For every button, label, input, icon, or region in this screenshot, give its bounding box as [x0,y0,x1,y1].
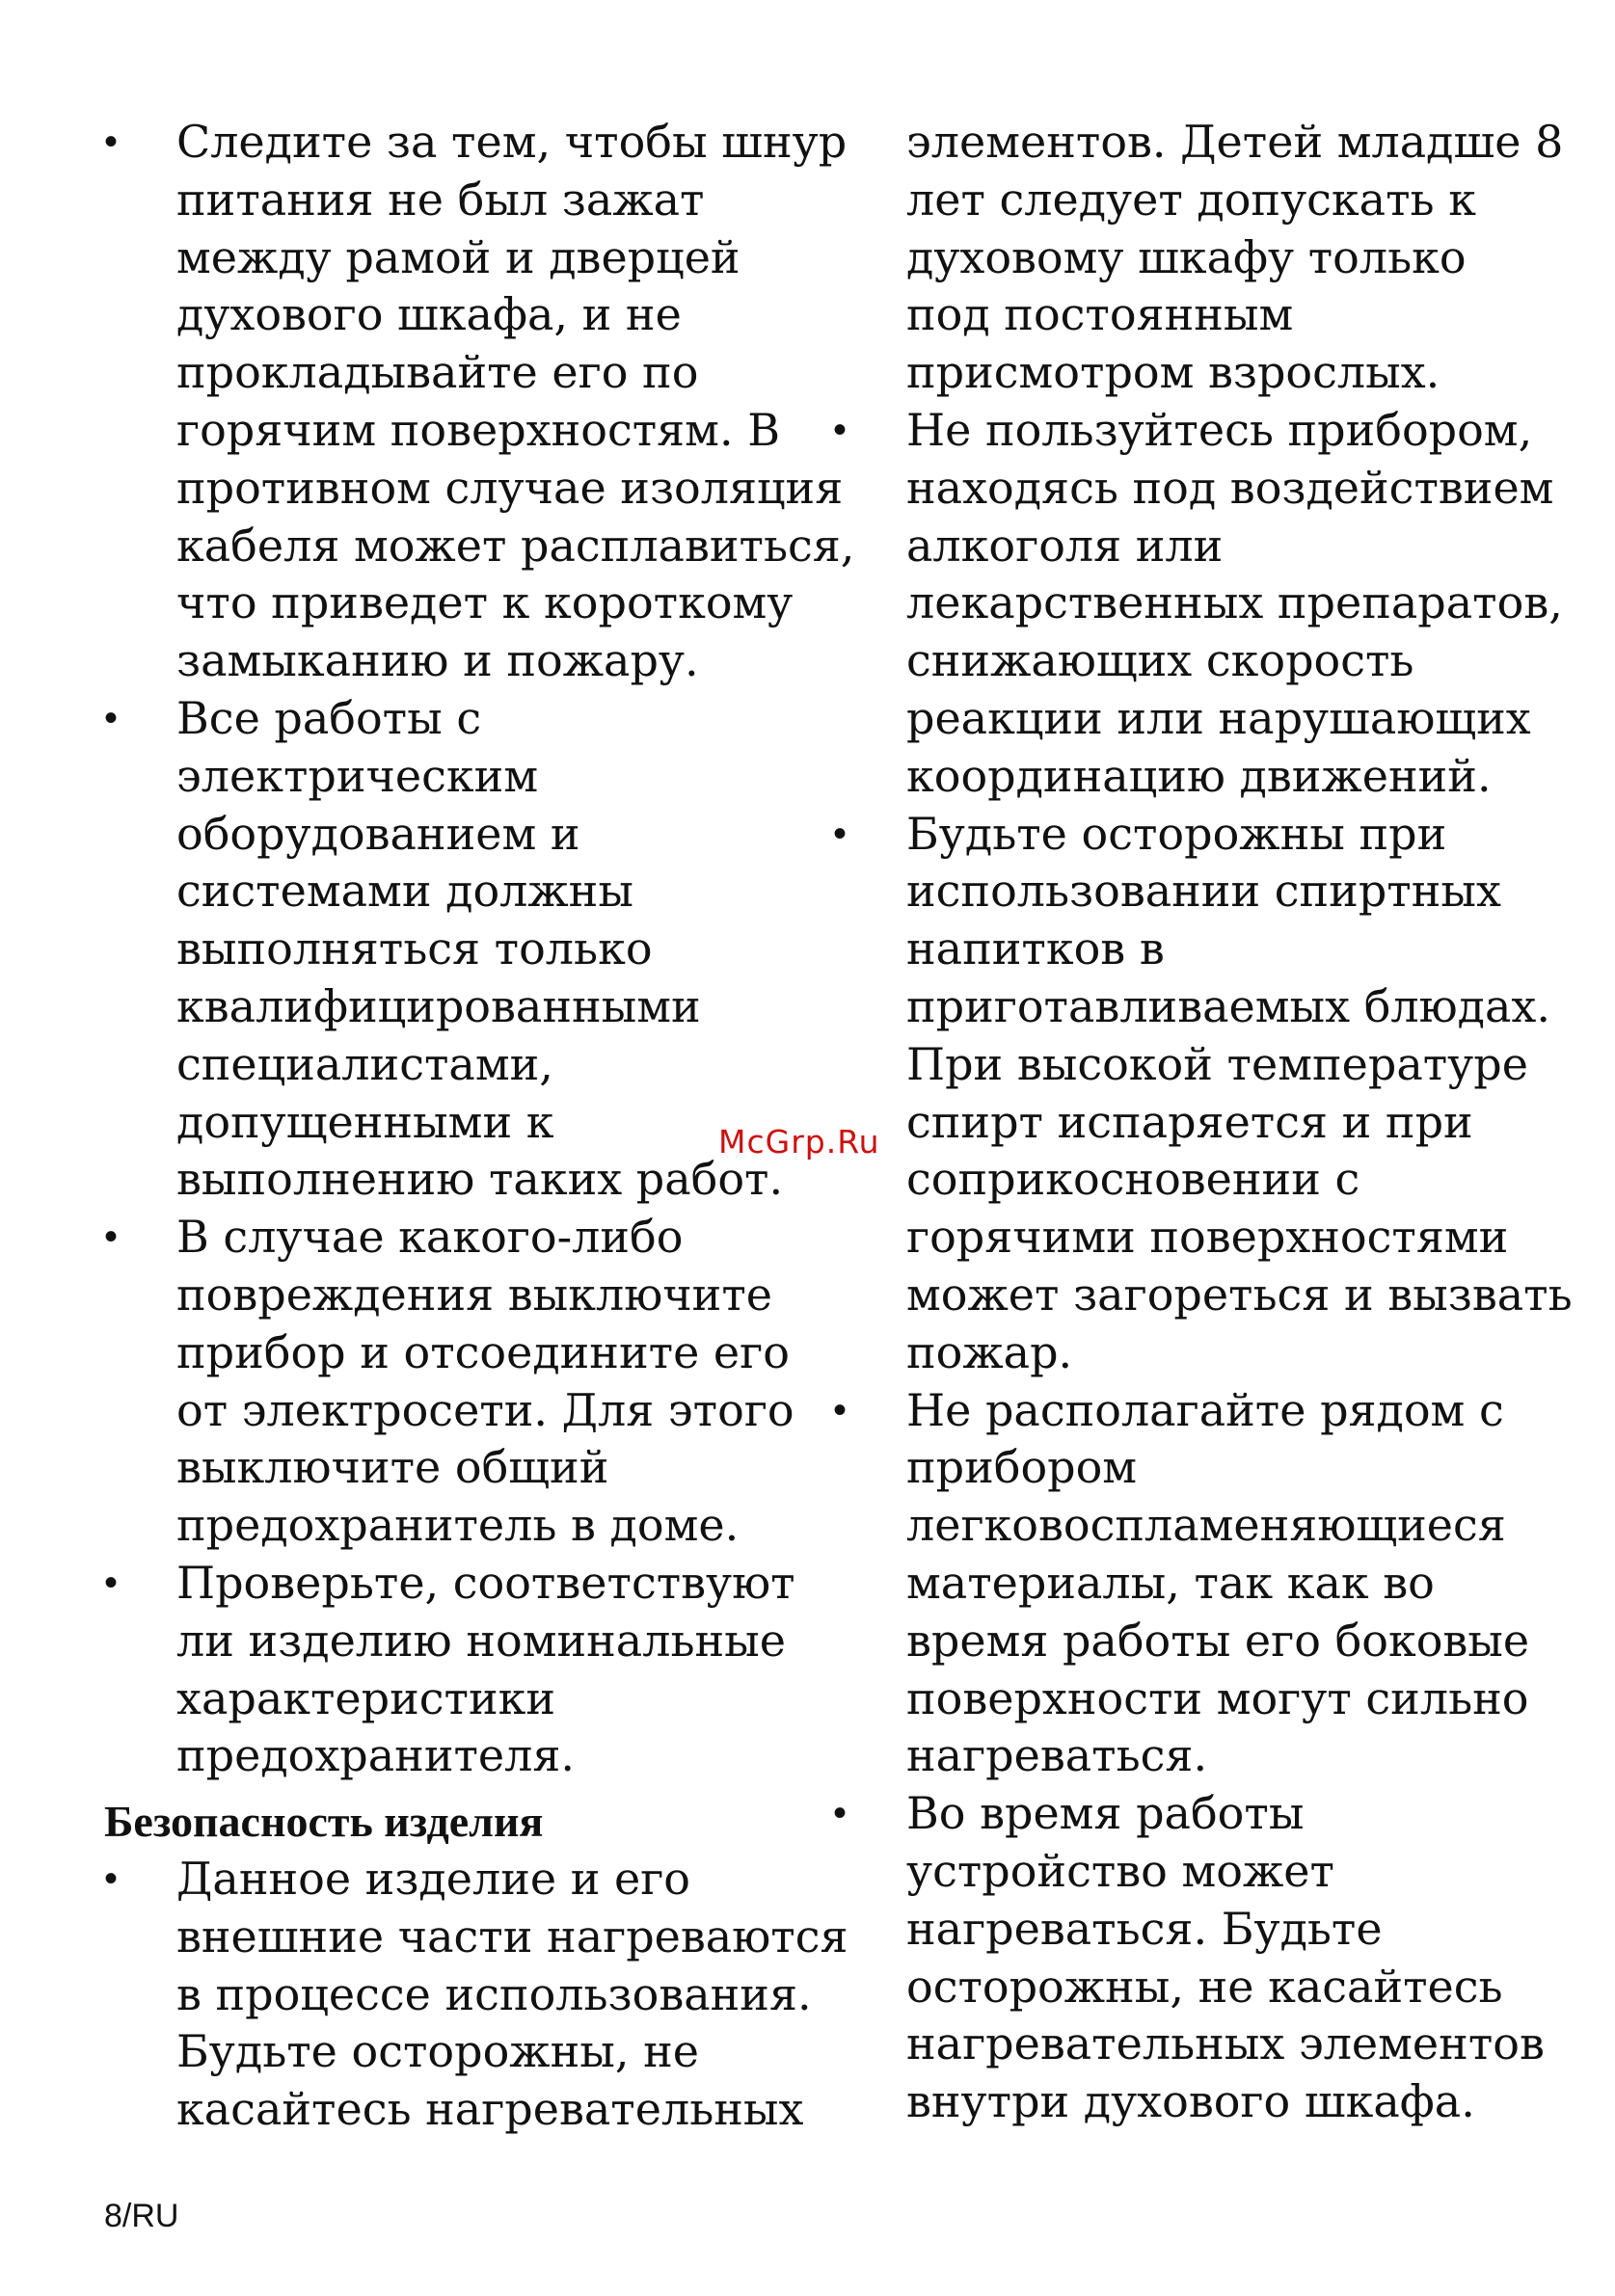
text-line: нагреваться. [906,1729,1208,1782]
text-line: поверхности могут сильно [906,1671,1529,1724]
text-line: присмотром взрослых. [906,346,1440,399]
text-line: замыканию и пожару. [176,634,699,687]
text-line: питания не был зажат [176,173,705,226]
bullet-icon: • [104,1561,119,1604]
text-line: прокладывайте его по [176,346,699,399]
text-line: Не располагайте рядом с [906,1383,1504,1436]
list-item [104,114,855,690]
right-bullet-list [833,402,1604,2131]
text-line: реакции или нарушающих [906,691,1531,744]
text-line: прибор и отсоедините его [176,1325,790,1378]
list-item [833,1785,1604,2131]
bullet-icon: • [104,1856,119,1900]
text-line: повреждения выключите [176,1268,773,1321]
bullet-icon: • [833,1388,848,1431]
text-line: алкоголя или [906,519,1224,572]
text-line: элементов. Детей младше 8 [906,116,1564,168]
left-bullet-list-after-heading [104,1851,848,2139]
text-line: духовому шкафу только [906,230,1467,283]
list-item [104,1851,848,2139]
text-line: противном случае изоляция [176,461,844,514]
text-line: Будьте осторожны, не [176,2025,699,2078]
text-line: находясь под воздействием [906,461,1554,514]
text-line: в процессе использования. [176,1967,812,2020]
text-line: координацию движений. [906,749,1492,802]
section-heading: Безопасность изделия [104,1797,544,1847]
text-line: пожар. [906,1325,1073,1378]
watermark: McGrp.Ru [718,1123,880,1161]
text-line: В случае какого-либо [176,1211,684,1264]
bullet-icon: • [104,120,119,163]
bullet-icon: • [104,1215,119,1259]
list-item [104,690,798,1209]
list-item [833,1382,1604,1786]
bullet-icon: • [833,408,848,451]
text-line: предохранителя. [176,1729,576,1782]
list-item [833,806,1604,1382]
text-line: Все работы с [176,691,482,744]
list-item [833,402,1604,806]
text-line: выполняться только [176,922,653,975]
list-item [104,1555,798,1785]
text-line: характеристики [176,1671,556,1724]
text-line: время работы его боковые [906,1614,1530,1667]
text-line: допущенными к [176,1095,554,1148]
text-line: Не пользуйтесь прибором, [906,403,1533,456]
right-column [833,114,1604,2131]
bullet-icon: • [104,696,119,739]
list-item [104,1209,798,1555]
text-line: прибором [906,1441,1138,1494]
text-line: кабеля может расплавиться, [176,519,855,572]
text-line: системами должны [176,865,633,918]
text-line: устройство может [906,1844,1334,1897]
text-line: соприкосновении с [906,1153,1360,1206]
text-line: внешние части нагреваются [176,1909,848,1962]
text-line: духового шкафа, и не [176,288,682,341]
text-line: специалистами, [176,1037,553,1090]
page-number: 8/RU [104,2198,179,2234]
text-line: выключите общий [176,1441,609,1494]
text-line: материалы, так как во [906,1556,1435,1609]
text-line: выполнению таких работ. [176,1153,784,1206]
text-line: лет следует допускать к [906,173,1476,226]
text-line: внутри духового шкафа. [906,2075,1475,2128]
text-line: может загореться и вызвать [906,1268,1573,1321]
text-line: легковоспламеняющиеся [906,1499,1506,1552]
text-line: горячим поверхностям. В [176,403,781,456]
text-line: напитков в [906,922,1165,975]
text-line: квалифицированными [176,979,701,1032]
text-line: использовании спиртных [906,865,1501,918]
text-line: ли изделию номинальные [176,1614,786,1667]
text-line: приготавливаемых блюдах. [906,979,1550,1032]
text-line: осторожны, не касайтесь [906,1960,1503,2013]
text-line: от электросети. Для этого [176,1383,794,1436]
bullet-icon: • [833,812,848,855]
text-line: Данное изделие и его [176,1852,690,1905]
text-line: Следите за тем, чтобы шнур [176,116,848,168]
text-line: При высокой температуре [906,1037,1528,1090]
text-line: лекарственных препаратов, [906,576,1563,629]
text-line: Будьте осторожны при [906,807,1447,860]
text-line: предохранитель в доме. [176,1499,740,1552]
text-line: нагреваться. Будьте [906,1902,1383,1955]
text-line: спирт испаряется и при [906,1095,1473,1148]
text-line: Во время работы [906,1787,1305,1840]
text-line: снижающих скорость [906,634,1414,687]
text-line: горячими поверхностями [906,1211,1509,1264]
text-line: касайтесь нагревательных [176,2083,804,2136]
text-line: электрическим [176,749,539,802]
text-line: что приведет к короткому [176,576,794,629]
text-line: между рамой и дверцей [176,230,740,283]
bullet-icon: • [833,1792,848,1835]
text-line: нагревательных элементов [906,2017,1545,2070]
text-line: оборудованием и [176,807,580,860]
continued-paragraph [833,114,1604,402]
text-line: Проверьте, соответствуют [176,1556,795,1609]
text-line: под постоянным [906,288,1294,341]
